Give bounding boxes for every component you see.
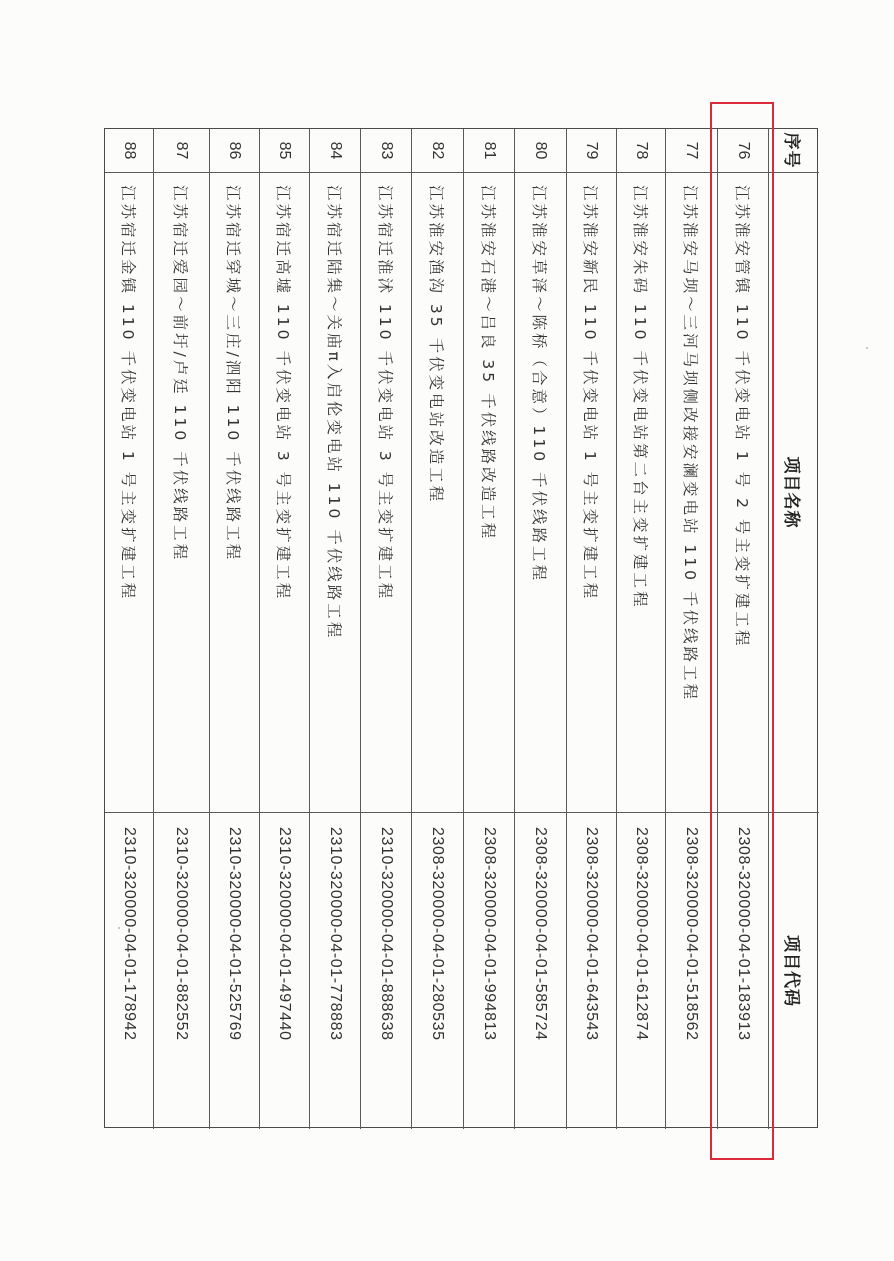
row-no: 85: [260, 129, 309, 173]
row-name: 江苏淮安石港～吕良 35 千伏线路改造工程: [464, 173, 514, 813]
scan-speck: [866, 347, 868, 349]
table-row: [515, 129, 567, 1129]
header-no: 序号: [769, 129, 819, 173]
row-name: 江苏淮安管镇 110 千伏变电站 1 号 2 号主变扩建工程: [718, 173, 768, 813]
row-name: 江苏宿迁金镇 110 千伏变电站 1 号主变扩建工程: [105, 173, 153, 813]
row-code: 2308-320000-04-01-994813: [481, 827, 498, 1041]
row-name: 江苏淮安渔沟 35 千伏变电站改造工程: [412, 173, 463, 813]
row-no: 87: [154, 129, 209, 173]
table-row: [464, 129, 515, 1129]
table-row: [210, 129, 260, 1129]
row-no: 76: [718, 129, 768, 173]
row-code: 2310-320000-04-01-778883: [327, 827, 344, 1041]
row-name: 江苏淮安朱码 110 千伏变电站第二台主变扩建工程: [617, 173, 665, 813]
row-name: 江苏宿迁高墟 110 千伏变电站 3 号主变扩建工程: [260, 173, 309, 813]
row-no: 78: [617, 129, 665, 173]
table-header-row: [769, 129, 819, 1129]
row-code: 2310-320000-04-01-497440: [276, 827, 294, 1041]
row-code: 2308-320000-04-01-183913: [735, 827, 752, 1041]
header-name: 项目名称: [769, 173, 819, 813]
row-name: 江苏淮安新民 110 千伏变电站 1 号主变扩建工程: [567, 173, 616, 813]
table-row: [310, 129, 361, 1129]
scan-speck: [118, 927, 120, 929]
table-row: [567, 129, 617, 1129]
row-code: 2310-320000-04-01-888638: [378, 827, 395, 1041]
table-row: [260, 129, 310, 1129]
row-code: 2310-320000-04-01-178942: [121, 827, 138, 1041]
row-name: 江苏淮安草泽～陈桥（合意）110 千伏线路工程: [515, 173, 566, 813]
row-no: 77: [666, 129, 717, 173]
table-row: [154, 129, 210, 1129]
row-code: 2308-320000-04-01-585724: [532, 827, 550, 1041]
header-code: 项目代码: [782, 935, 802, 1007]
table-row: [361, 129, 412, 1129]
row-no: 80: [515, 129, 566, 173]
table-row: [105, 129, 154, 1129]
highlight-box: [710, 102, 774, 1160]
row-no: 79: [567, 129, 616, 173]
row-code: 2310-320000-04-01-525769: [226, 827, 244, 1041]
table-row: [412, 129, 464, 1129]
row-no: 81: [464, 129, 514, 173]
row-no: 83: [361, 129, 411, 173]
row-name: 江苏宿迁穿城～三庄/泗阳 110 千伏线路工程: [210, 173, 259, 813]
row-no: 88: [105, 129, 153, 173]
row-code: 2308-320000-04-01-280535: [429, 827, 447, 1041]
row-name: 江苏淮安马坝～三河马坝侧改接安澜变电站 110 千伏线路工程: [666, 173, 717, 813]
row-name: 江苏宿迁爱园～前圩/卢廷 110 千伏线路工程: [154, 173, 209, 813]
row-code: 2308-320000-04-01-643543: [583, 827, 601, 1041]
row-name: 江苏宿迁淮沭 110 千伏变电站 3 号主变扩建工程: [361, 173, 411, 813]
row-no: 86: [210, 129, 259, 173]
row-no: 84: [310, 129, 360, 173]
row-code: 2308-320000-04-01-612874: [633, 827, 650, 1041]
row-name: 江苏宿迁陆集～关庙π入启伦变电站 110 千伏线路工程: [310, 173, 360, 813]
row-code: 2310-320000-04-01-882552: [173, 827, 191, 1041]
row-no: 82: [412, 129, 463, 173]
table-row: [617, 129, 666, 1129]
row-code: 2308-320000-04-01-518562: [683, 827, 701, 1041]
